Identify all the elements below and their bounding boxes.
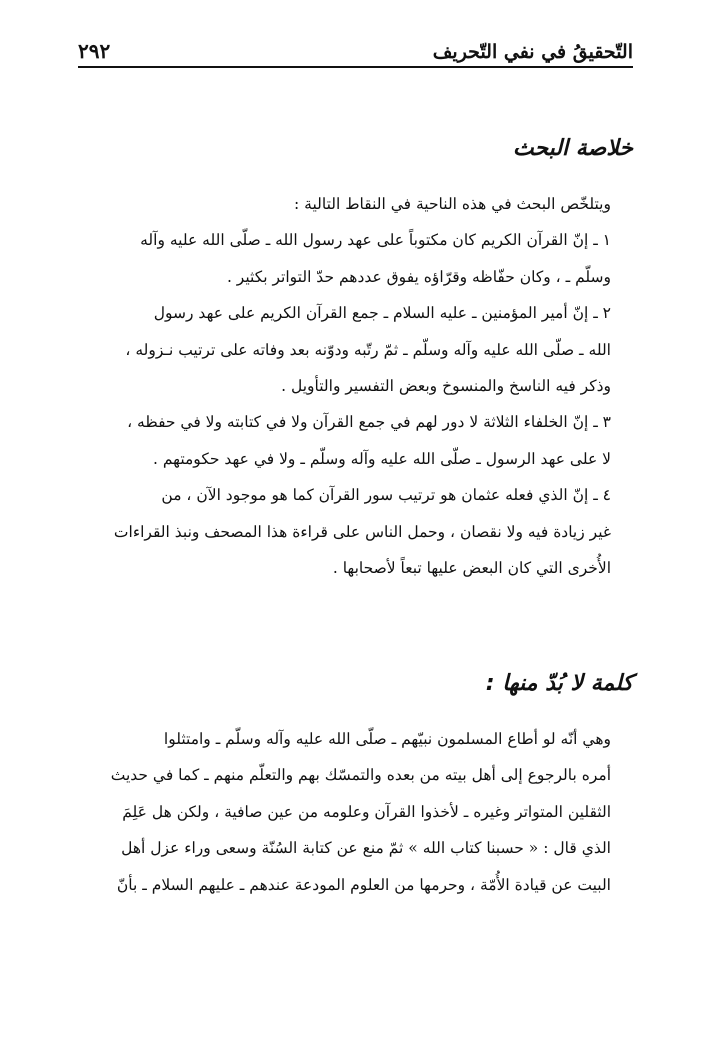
running-title: التّحقيقُ في نفي التّحريف: [432, 41, 633, 63]
word-section: [78, 721, 633, 903]
summary-heading: خلاصة البحث: [512, 136, 633, 161]
paragraph-line: ٤ ـ إنّ الذي فعله عثمان هو ترتيب سور القرآن كما هو موجود الآن ، من: [161, 486, 611, 505]
paragraph-line: الذي قال : « حسبنا كتاب الله » ثمّ منع عن كتابة السُنّة وسعى وراء عزل أهل: [121, 839, 611, 858]
paragraph-line: لا على عهد الرسول ـ صلّى الله عليه وآله وسلّم ـ ولا في عهد حكومتهم .: [153, 449, 611, 468]
paragraph-line: ١ ـ إنّ القرآن الكريم كان مكتوباً على عهد رسول الله ـ صلّى الله عليه وآله: [140, 231, 611, 250]
page-number: ٢٩٢: [78, 39, 111, 63]
paragraph-line: ٢ ـ إنّ أمير المؤمنين ـ عليه السلام ـ جمع القرآن الكريم على عهد رسول: [153, 304, 611, 323]
summary-point-4: [78, 477, 633, 586]
summary-section: [78, 186, 633, 586]
paragraph-line: وهي أنّه لو أطاع المسلمون نبيّهم ـ صلّى الله عليه وآله وسلّم ـ وامتثلوا: [163, 730, 611, 748]
paragraph-line: أمره بالرجوع إلى أهل بيته من بعده والتمسّك بهم والتعلّم منهم ـ كما في حديث: [110, 766, 611, 785]
paragraph-line: غير زيادة فيه ولا نقصان ، وحمل الناس على قراءة هذا المصحف ونبذ القراءات: [113, 522, 611, 541]
summary-point-1: [78, 222, 633, 295]
paragraph-line: وذكر فيه الناسخ والمنسوخ وبعض التفسير والتأويل .: [281, 376, 611, 395]
word-heading: كلمة لا بُدّ منها :: [485, 671, 633, 696]
paragraph-line: الله ـ صلّى الله عليه وآله وسلّم ـ ثمّ رتّبه ودوّنه بعد وفاته على ترتيب نـزوله ،: [125, 340, 611, 359]
paragraph-line: وسلّم ـ ، وكان حفّاظه وقرّاؤه يفوق عددهم حدّ التواتر بكثير .: [226, 267, 611, 286]
paragraph-line: الأُخرى التي كان البعض عليها تبعاً لأصحابها .: [332, 558, 611, 577]
summary-intro: ويتلخّص البحث في هذه الناحية في النقاط التالية :: [293, 195, 611, 213]
paragraph-line: البيت عن قيادة الأُمّة ، وحرمها من العلوم المودعة عندهم ـ عليهم السلام ـ بأنّ: [116, 875, 611, 894]
paragraph-line: الثقلين المتواتر وغيره ـ لأخذوا القرآن وعلومه من عين صافية ، ولكن هل عَلِمَ: [122, 802, 611, 821]
word-paragraph: [78, 721, 633, 903]
page-header: [78, 26, 633, 68]
paragraph-line: ٣ ـ إنّ الخلفاء الثلاثة لا دور لهم في جمع القرآن ولا في كتابته ولا في حفظه ،: [127, 413, 611, 432]
summary-point-2: [78, 295, 633, 404]
summary-point-3: [78, 404, 633, 477]
